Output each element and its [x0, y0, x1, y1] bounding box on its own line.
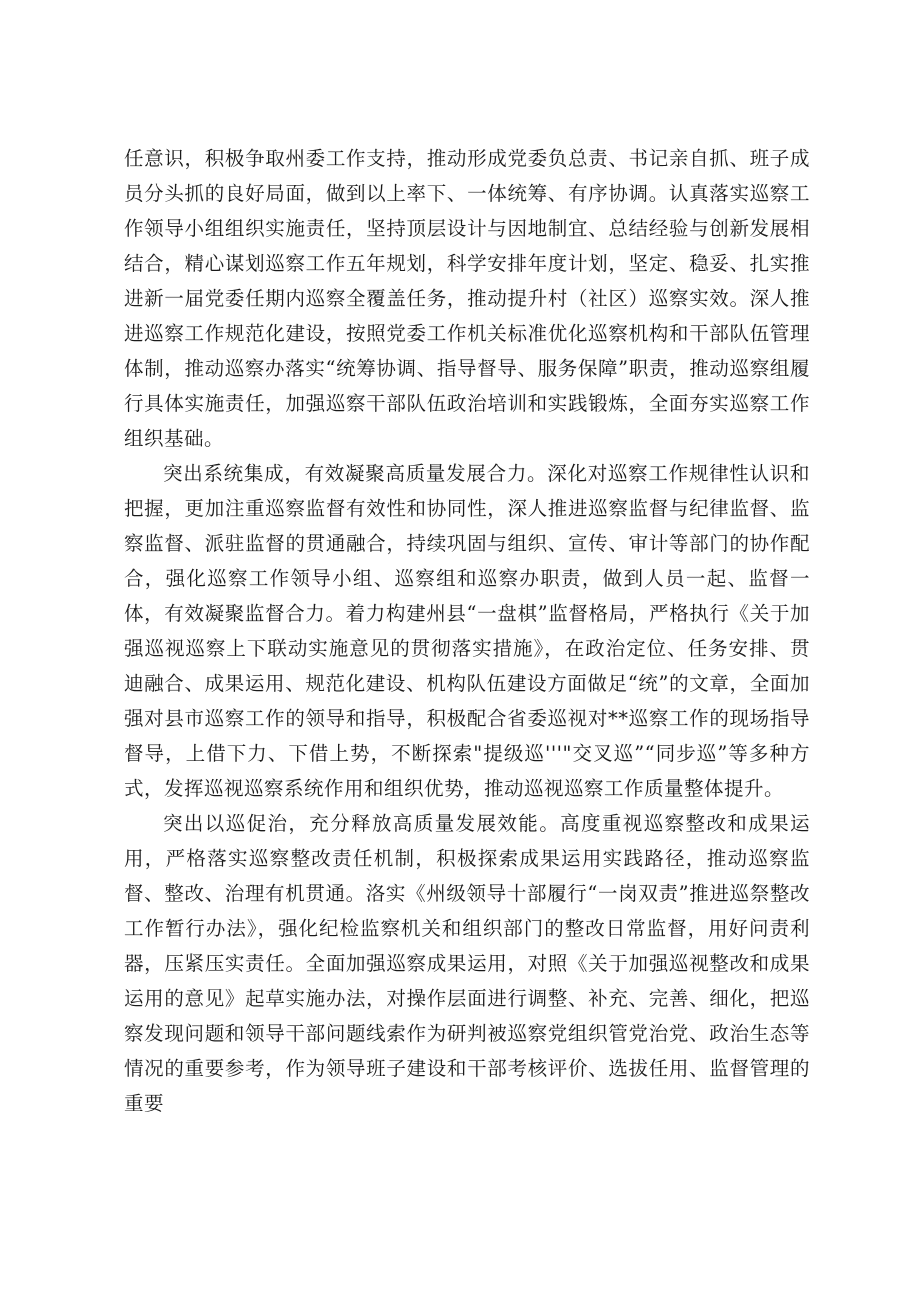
paragraph-1: 任意识，积极争取州委工作支持，推动形成党委负总责、书记亲自抓、班子成员分头抓的良好局面，做到以上率下、一体统筹、有序协调。认真落实巡察工作领导小组组织实施责任，坚持顶层设计与因地制宜、总结经验与创新发展相结合，精心谋划巡察工作五年规划，科学安排年度计划，坚定、稳妥、扎实推进新一届党委任期内巡察全覆盖任务，推动提升村（社区）巡察实效。深人推进巡察工作规范化建设，按照党委工作机关标准优化巡察机构和干部队伍管理体制，推动巡察办落实“统筹协调、指导督导、服务保障”职责，推动巡察组履行具体实施责任，加强巡察干部队伍政治培训和实践锻炼，全面夯实巡察工作组织基础。	[124, 147, 810, 450]
paragraph-3: 突出以巡促治，充分释放高质量发展效能。高度重视巡察整改和成果运用，严格落实巡察整改责任机制，积极探索成果运用实践路径，推动巡察监督、整改、治理有机贯通。洛实《州级领导十部履行“一岗双责”推进巡祭整改工作暂行办法》，强化纪检监察机关和组织部门的整改日常监督，用好问责利器，压紧压实责任。全面加强巡察成果运用，对照《关于加强巡视整改和成果运用的意见》起草实施办法，对操作层面进行调整、补充、完善、细化，把巡察发现问题和领导干部问题线索作为研判被巡察党组织管党治党、政治生态等情况的重要参考，作为领导班子建设和干部考核评价、选拔任用、监督管理的重要	[124, 812, 810, 1115]
paragraph-2: 突出系统集成，有效凝聚高质量发展合力。深化对巡察工作规律性认识和把握，更加注重巡察监督有效性和协同性，深人推进巡察监督与纪律监督、监察监督、派驻监督的贯通融合，持续巩固与组织、宣传、审计等部门的协作配合，强化巡察工作领导小组、巡察组和巡察办职责，做到人员一起、监督一体，有效凝聚监督合力。着力构建州县“一盘棋”监督格局，严格执行《关于加强巡视巡察上下联动实施意见的贯彻落实措施》，在政治定位、任务安排、贯迪融合、成果运用、规范化建设、机构队伍建设方面做足“统”的文章，全面加强对县市巡察工作的领导和指导，积极配合省委巡视对**巡察工作的现场指导督导，上借下力、下借上势，不断探索"提级巡'''"交叉巡”“同步巡”等多种方式，发挥巡视巡察系统作用和组织优势，推动巡视巡察工作质量整体提升。	[124, 462, 810, 800]
document-body	[124, 141, 810, 1121]
